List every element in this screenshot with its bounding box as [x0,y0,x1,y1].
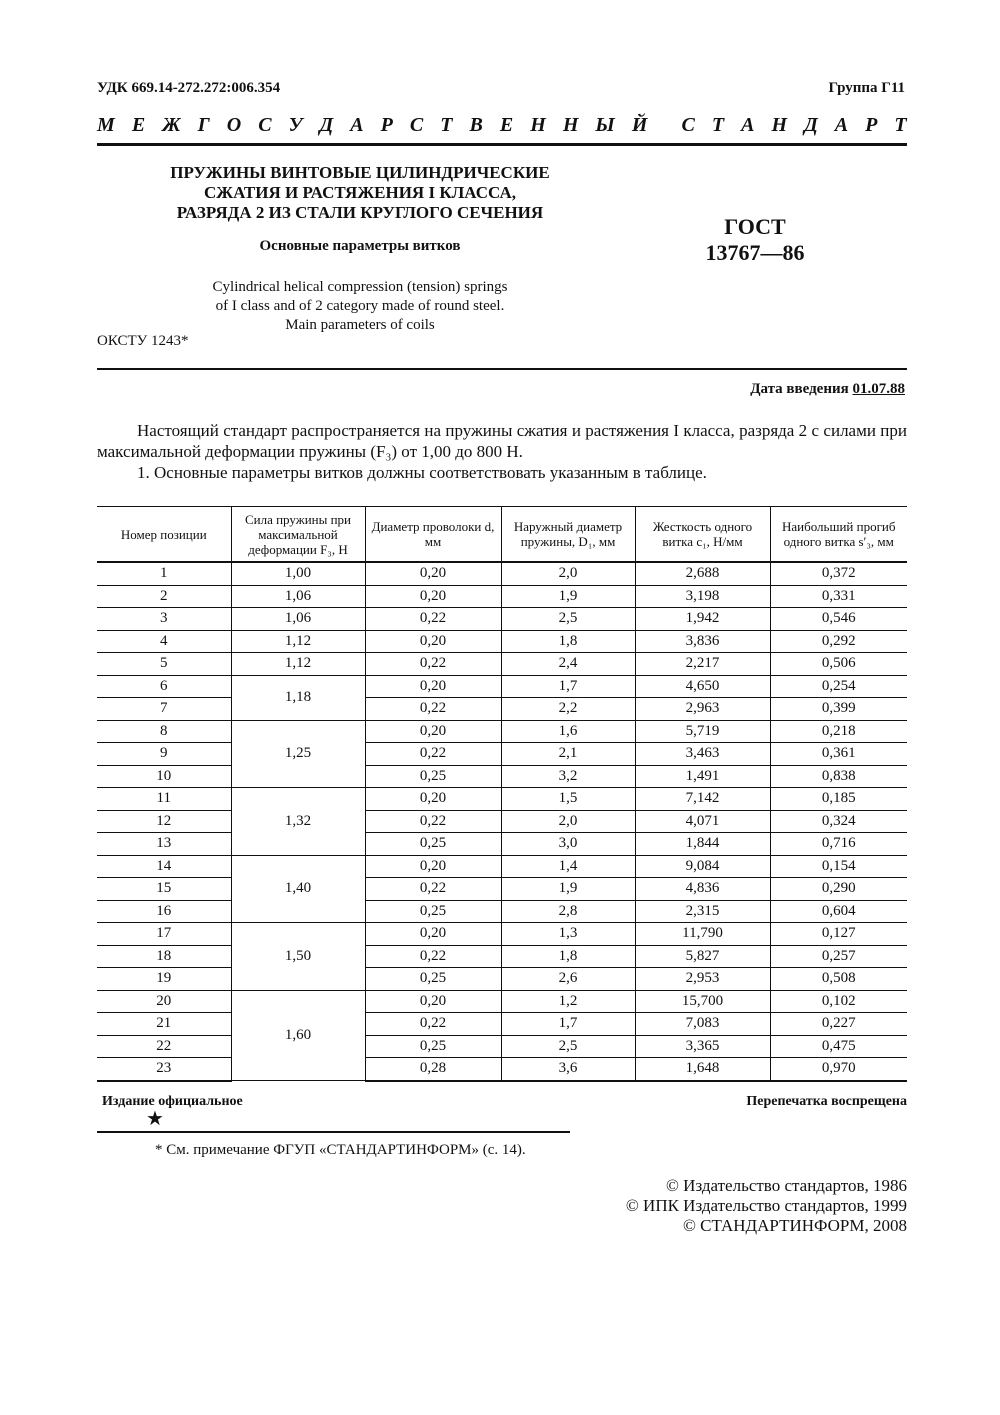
cell-outer-diameter: 3,6 [501,1058,635,1081]
cell-stiffness: 4,650 [635,675,770,698]
cell-wire-diameter: 0,20 [365,675,501,698]
cell-outer-diameter: 1,6 [501,720,635,743]
cell-stiffness: 7,142 [635,788,770,811]
cell-wire-diameter: 0,20 [365,720,501,743]
table-row [97,900,907,923]
title-line: ПРУЖИНЫ ВИНТОВЫЕ ЦИЛИНДРИЧЕСКИЕ [170,163,550,182]
cell-wire-diameter: 0,22 [365,653,501,676]
table-row [97,653,907,676]
cell-outer-diameter: 2,8 [501,900,635,923]
cell-position: 15 [97,878,231,901]
date-label: Дата введения [750,381,853,397]
banner-letter: Н [562,114,579,136]
cell-force: 1,25 [231,720,365,788]
cell-deflection: 0,508 [770,968,907,991]
cell-stiffness: 1,491 [635,765,770,788]
cell-stiffness: 3,836 [635,630,770,653]
header-position: Номер позиции [97,507,231,563]
header-outer-diameter: Наружный диаметр пружины, D₁, мм [501,507,635,563]
banner-letter: А [741,114,755,136]
cell-position: 7 [97,698,231,721]
banner-letter: Е [131,114,146,136]
star-icon: ★ [146,1108,164,1130]
cell-force: 1,50 [231,923,365,991]
cell-deflection: 0,546 [770,608,907,631]
cell-stiffness: 1,942 [635,608,770,631]
cell-deflection: 0,218 [770,720,907,743]
cell-wire-diameter: 0,22 [365,1013,501,1036]
cell-wire-diameter: 0,25 [365,833,501,856]
cell-outer-diameter: 1,2 [501,990,635,1013]
cell-outer-diameter: 2,0 [501,562,635,585]
cell-stiffness: 2,963 [635,698,770,721]
cell-deflection: 0,838 [770,765,907,788]
cell-position: 19 [97,968,231,991]
table-row [97,833,907,856]
table-row [97,743,907,766]
cell-stiffness: 4,836 [635,878,770,901]
cell-position: 21 [97,1013,231,1036]
table-row [97,968,907,991]
cell-deflection: 0,970 [770,1058,907,1081]
table-row [97,945,907,968]
cell-stiffness: 1,648 [635,1058,770,1081]
banner-letter: Г [197,114,210,136]
cell-position: 13 [97,833,231,856]
table-row [97,698,907,721]
header-wire-diameter: Диаметр проволоки d, мм [365,507,501,563]
banner-letter: Н [530,114,546,136]
scope-paragraph: Настоящий стандарт распространяется на пружины сжатия и растяжения I класса, разряда 2 с силами при максимальной деформации пружины (F₃) от 1,00 до 800 Н. [97,421,907,461]
reprint-prohibited-label: Перепечатка воспрещена [746,1094,907,1109]
cell-stiffness: 2,315 [635,900,770,923]
banner-letter: А [834,114,849,136]
udk-code: УДК 669.14-272.272:006.354 [97,80,281,96]
cell-deflection: 0,257 [770,945,907,968]
banner-letter: А [350,114,364,136]
cell-deflection: 0,227 [770,1013,907,1036]
cell-stiffness: 5,719 [635,720,770,743]
cell-force: 1,06 [231,585,365,608]
table-row [97,585,907,608]
cell-outer-diameter: 3,2 [501,765,635,788]
footnote-divider [97,1131,570,1133]
official-edition-label: Издание официальное [102,1094,243,1109]
gost-label: ГОСТ [724,214,786,239]
gost-number [700,214,810,266]
table-row [97,810,907,833]
english-line: of I class and of 2 category made of round steel. [215,298,505,314]
banner-letter: Т [711,114,725,136]
cell-outer-diameter: 1,9 [501,878,635,901]
cell-wire-diameter: 0,22 [365,945,501,968]
table-row [97,765,907,788]
cell-position: 23 [97,1058,231,1081]
cell-force: 1,40 [231,855,365,923]
cell-wire-diameter: 0,20 [365,585,501,608]
cell-wire-diameter: 0,25 [365,1035,501,1058]
cell-stiffness: 3,365 [635,1035,770,1058]
table-row [97,923,907,946]
cell-wire-diameter: 0,20 [365,562,501,585]
cell-position: 17 [97,923,231,946]
cell-deflection: 0,361 [770,743,907,766]
cell-force: 1,32 [231,788,365,856]
cell-deflection: 0,506 [770,653,907,676]
gost-code: 13767—86 [705,240,805,265]
cell-deflection: 0,127 [770,923,907,946]
cell-deflection: 0,154 [770,855,907,878]
cell-stiffness: 1,844 [635,833,770,856]
cell-outer-diameter: 1,7 [501,675,635,698]
cell-stiffness: 9,084 [635,855,770,878]
cell-wire-diameter: 0,25 [365,968,501,991]
copyright-block [626,1176,907,1236]
cell-wire-diameter: 0,22 [365,878,501,901]
cell-force: 1,00 [231,562,365,585]
cell-stiffness: 11,790 [635,923,770,946]
header-deflection: Наибольший прогиб одного витка s′₃, мм [770,507,907,563]
english-line: Main parameters of coils [285,317,435,333]
banner-letter: Д [319,114,334,136]
cell-deflection: 0,604 [770,900,907,923]
banner-letter: Д [804,114,818,136]
cell-position: 10 [97,765,231,788]
copyright-line: © Издательство стандартов, 1986 [666,1176,907,1195]
banner-letter: Р [380,114,393,136]
cell-force: 1,12 [231,653,365,676]
banner-letter: С [258,114,272,136]
cell-stiffness: 3,463 [635,743,770,766]
cell-position: 8 [97,720,231,743]
cell-wire-diameter: 0,22 [365,743,501,766]
cell-deflection: 0,475 [770,1035,907,1058]
footnote: * См. примечание ФГУП «СТАНДАРТИНФОРМ» (с. 14). [155,1142,526,1158]
cell-wire-diameter: 0,20 [365,855,501,878]
cell-force: 1,12 [231,630,365,653]
table-row [97,630,907,653]
cell-deflection: 0,292 [770,630,907,653]
cell-deflection: 0,290 [770,878,907,901]
cell-outer-diameter: 2,1 [501,743,635,766]
cell-wire-diameter: 0,28 [365,1058,501,1081]
cell-stiffness: 2,953 [635,968,770,991]
banner-letter: Й [631,114,648,136]
cell-outer-diameter: 2,5 [501,1035,635,1058]
coil-parameters-table [97,506,907,1082]
cell-deflection: 0,716 [770,833,907,856]
header-force: Сила пружины при максимальной деформации F₃, Н [231,507,365,563]
cell-position: 14 [97,855,231,878]
cell-outer-diameter: 1,7 [501,1013,635,1036]
cell-outer-diameter: 1,3 [501,923,635,946]
cell-stiffness: 5,827 [635,945,770,968]
intro-text [97,420,907,483]
english-title [110,278,610,335]
banner-letter: Ы [595,114,615,136]
table-row [97,1035,907,1058]
cell-deflection: 0,372 [770,562,907,585]
banner-letter: У [288,114,303,136]
cell-force: 1,06 [231,608,365,631]
cell-position: 1 [97,562,231,585]
table-row [97,990,907,1013]
table-row [97,720,907,743]
banner-letter: О [226,114,242,136]
cell-outer-diameter: 1,8 [501,630,635,653]
cell-wire-diameter: 0,22 [365,608,501,631]
banner-letter: С [409,114,424,136]
cell-position: 5 [97,653,231,676]
cell-wire-diameter: 0,22 [365,810,501,833]
table-row [97,562,907,585]
cell-force: 1,60 [231,990,365,1081]
cell-position: 18 [97,945,231,968]
header-divider [97,143,907,146]
cell-position: 9 [97,743,231,766]
cell-wire-diameter: 0,25 [365,900,501,923]
banner-letter: М [97,114,115,136]
cell-deflection: 0,254 [770,675,907,698]
cell-position: 6 [97,675,231,698]
cell-deflection: 0,185 [770,788,907,811]
cell-position: 3 [97,608,231,631]
table-row [97,675,907,698]
cell-outer-diameter: 2,6 [501,968,635,991]
cell-outer-diameter: 1,9 [501,585,635,608]
banner-letter: Н [771,114,788,136]
header-stiffness: Жесткость одного витка c₁, Н/мм [635,507,770,563]
cell-wire-diameter: 0,20 [365,788,501,811]
table-row [97,1058,907,1081]
title-line: СЖАТИЯ И РАСТЯЖЕНИЯ I КЛАССА, [204,183,516,202]
document-title [110,163,610,223]
cell-wire-diameter: 0,20 [365,990,501,1013]
cell-position: 11 [97,788,231,811]
english-line: Cylindrical helical compression (tension) springs [212,279,508,295]
cell-outer-diameter: 2,2 [501,698,635,721]
cell-stiffness: 4,071 [635,810,770,833]
cell-wire-diameter: 0,22 [365,698,501,721]
cell-deflection: 0,102 [770,990,907,1013]
okstu-code: ОКСТУ 1243* [97,333,189,349]
banner-letter: Т [440,114,453,136]
date-value: 01.07.88 [852,381,905,397]
cell-position: 12 [97,810,231,833]
cell-position: 4 [97,630,231,653]
cell-outer-diameter: 3,0 [501,833,635,856]
cell-outer-diameter: 2,4 [501,653,635,676]
group-code: Группа Г11 [828,80,905,96]
document-subtitle: Основные параметры витков [259,238,461,254]
cell-stiffness: 7,083 [635,1013,770,1036]
cell-outer-diameter: 1,5 [501,788,635,811]
effective-date [750,381,905,398]
title-divider [97,368,907,370]
banner-letter: В [469,114,483,136]
cell-position: 20 [97,990,231,1013]
cell-wire-diameter: 0,20 [365,630,501,653]
copyright-line: © СТАНДАРТИНФОРМ, 2008 [682,1216,907,1235]
table-row [97,878,907,901]
cell-deflection: 0,331 [770,585,907,608]
cell-wire-diameter: 0,20 [365,923,501,946]
banner-letter: Е [499,114,514,136]
clause-1-paragraph: 1. Основные параметры витков должны соответствовать указанным в таблице. [137,463,707,482]
cell-position: 22 [97,1035,231,1058]
cell-stiffness: 15,700 [635,990,770,1013]
cell-wire-diameter: 0,25 [365,765,501,788]
banner-letter: Т [894,114,907,136]
standard-banner [97,114,907,137]
banner-letter: С [681,114,695,136]
cell-force: 1,18 [231,675,365,720]
cell-outer-diameter: 1,4 [501,855,635,878]
cell-outer-diameter: 1,8 [501,945,635,968]
cell-stiffness: 2,688 [635,562,770,585]
banner-letter: Р [865,114,878,136]
cell-deflection: 0,399 [770,698,907,721]
cell-deflection: 0,324 [770,810,907,833]
cell-position: 2 [97,585,231,608]
title-line: РАЗРЯДА 2 ИЗ СТАЛИ КРУГЛОГО СЕЧЕНИЯ [176,203,544,222]
copyright-line: © ИПК Издательство стандартов, 1999 [625,1196,907,1215]
cell-outer-diameter: 2,0 [501,810,635,833]
table-row [97,1013,907,1036]
cell-stiffness: 3,198 [635,585,770,608]
banner-letter: Ж [162,114,181,136]
table-header-row [97,507,907,563]
cell-position: 16 [97,900,231,923]
table-row [97,608,907,631]
table-row [97,788,907,811]
cell-outer-diameter: 2,5 [501,608,635,631]
cell-stiffness: 2,217 [635,653,770,676]
table-row [97,855,907,878]
